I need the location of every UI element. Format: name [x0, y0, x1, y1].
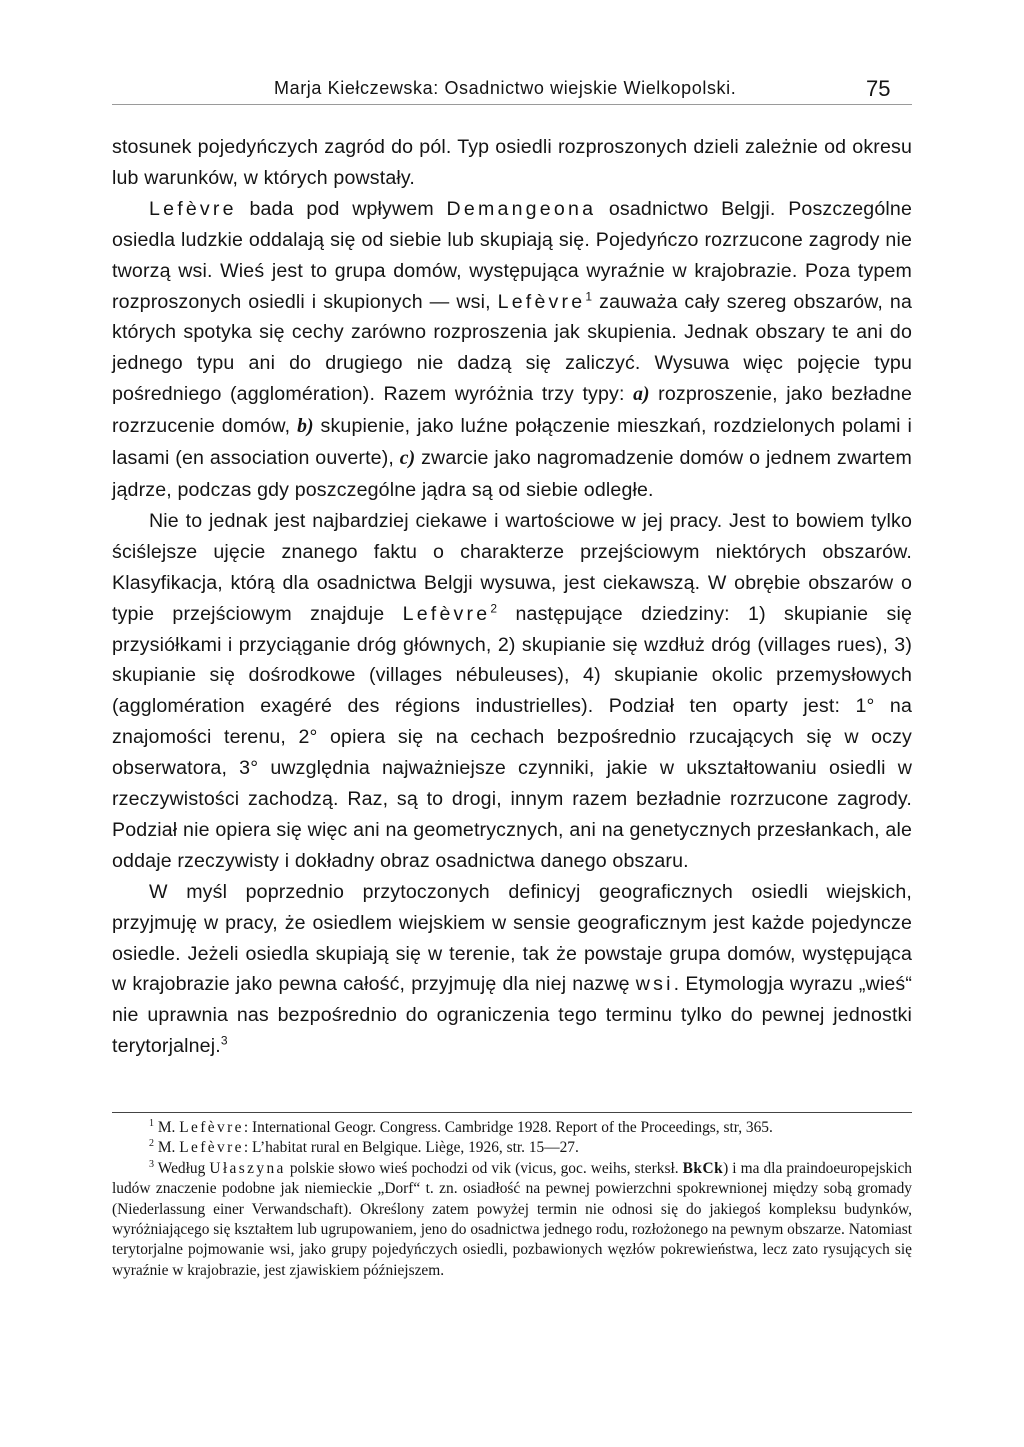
- paragraph-3-text: Nie to jednak jest najbardziej ciekawe i wartościowe w jej pracy. Jest to bowiem tylko ściślejsze ujęcie znanego faktu o charakterze przejściowym niektórych obszarów. Klasyfikacja, którą dla osadnictwa Belgji wysuwa, jest ciekawszą. W obrębie obszarów o typie przejściowym znajduje: [112, 509, 912, 625]
- running-title: Marja Kiełczewska: Osadnictwo wiejskie Wielkopolski.: [274, 78, 737, 98]
- footnote-text: : L’habitat rural en Belgique. Liège, 1926, str. 15—27.: [243, 1139, 579, 1157]
- paragraph-2-text: zwarcie jako nagromadzenie domów o jednem zwartem jądrze, podczas gdy poszczególne jądra są od siebie odległe.: [112, 447, 912, 501]
- footnote-ref-3: 3: [220, 1033, 228, 1048]
- footnote-number: 2: [149, 1138, 154, 1150]
- paragraph-2-text: osadnictwo Belgji. Poszczególne osiedla ludzkie oddalają się od siebie lub skupiają się. Pojedyńczo rozrzucone zagrody nie tworzą wsi. Wieś jest to grupa domów, występująca wyraźnie w krajobrazie. Poza typem rozproszonych osiedli i skupionych — wsi,: [112, 197, 913, 313]
- list-label-c: c): [399, 448, 416, 470]
- main-text: [112, 132, 912, 1062]
- footnote-rule: [112, 1112, 912, 1113]
- list-label-a: a): [633, 384, 650, 406]
- footnote-ref-1: 1: [585, 289, 593, 303]
- author-name-lefevre: Lefèvre: [179, 1139, 244, 1157]
- footnotes: [112, 1118, 912, 1281]
- footnote-ref-2: 2: [490, 601, 498, 616]
- paragraph-1: [112, 132, 912, 194]
- footnote-text: ) i ma dla praindoeuropejskich ludów znaczenie podobne jak niemieckie „Dorf“ t. zn. osiadłość na pewnej powierzchni spokrewnionej między sobą gromady (Niederlassung einer Verwandschaft). Określony zatem powyżej termin nie odnosi się do jakiegoś kompleksu budynków, wyróżniającego się kształtem lub ugrupowaniem, jeno do osadnictwa jednego rodu, rozłożonego na pewnym obszarze. Natomiast terytorjalne pojmowanie wsi, jako grupy pojedyńczych osiedli, pozbawionych węzłów pokrewieństwa, lecz zato rysujących się wyraźnie w krajobrazie, jest zjawiskiem późniejszem.: [112, 1159, 912, 1279]
- footnote-number: 1: [149, 1117, 154, 1129]
- paragraph-2-text: bada pod wpływem: [236, 197, 447, 220]
- author-name-lefevre: Lefèvre: [149, 197, 237, 220]
- footnote-text: M.: [154, 1119, 180, 1136]
- paragraph-1-text: stosunek pojedyńczych zagród do pól. Typ osiedli rozproszonych dzieli zależnie od okresu lub warunków, w których powstały.: [112, 136, 912, 189]
- author-name-lefevre: Lefèvre: [402, 602, 491, 625]
- header-rule: [112, 104, 912, 105]
- footnote-3: [112, 1159, 912, 1281]
- footnote-2: [112, 1138, 912, 1158]
- paragraph-2-text: zauważa cały szereg obszarów, na których spotyka się cechy zarówno rozproszenia jak skupienia. Jednak obszary te ani do jednego typu ani do drugiego nie dadzą się zaliczyć. Wysuwa więc pojęcie typu pośredniego (agglomération). Razem wyróżnia trzy typy:: [112, 290, 912, 406]
- paragraph-2-text: rozproszenie, jako bezładne rozrzucenie domów,: [112, 383, 912, 438]
- footnote-1: [112, 1118, 912, 1138]
- paragraph-4: [112, 877, 912, 1062]
- author-name-demangeon: Demangeona: [446, 197, 597, 220]
- footnote-text: : International Geogr. Congress. Cambridge 1928. Report of the Proceedings, str, 365.: [243, 1119, 773, 1136]
- author-name-lefevre: Lefèvre: [497, 290, 586, 313]
- paragraph-3-text: następujące dziedziny: 1) skupianie się przysiółkami i przyciąganie dróg głównych, 2) skupianie się wzdłuż dróg (villages rues), 3) skupianie się dośrodkowe (villages nébuleuses), 4) skupianie okolic przemysłowych (agglomération exagéré des régions industrielles). Podział ten oparty jest: 1° na znajomości terenu, 2° opiera się na cechach bezpośrednio rzucających się w oczy obserwatora, 3° uwzględnia najważniejsze czynniki, jakie w ukształtowaniu osiedli w rzeczywistości zachodzą. Raz, są to drogi, innym razem bezładnie rozrzucone zagrody. Podział nie opiera się więc ani na geometrycznych, ani na genetycznych przesłankach, ale oddaje rzeczywisty i dokładny obraz osadnictwa danego obszaru.: [112, 602, 912, 872]
- paragraph-2: [112, 194, 912, 506]
- paragraph-3: [112, 506, 912, 877]
- footnote-text: Według: [154, 1159, 210, 1177]
- author-name-lefevre: Lefèvre: [179, 1119, 244, 1136]
- old-church-slavonic-word: BkCk: [682, 1159, 724, 1177]
- footnote-number: 3: [149, 1158, 154, 1170]
- author-name-ulaszyn: Ułaszyna: [209, 1159, 286, 1177]
- list-label-b: b): [297, 416, 314, 438]
- paragraph-2-text: skupienie, jako luźne połączenie mieszkań, rozdzielonych polami i lasami (en association ouverte),: [112, 415, 912, 470]
- paragraph-4-text: . Etymologja wyrazu „wieś“ nie uprawnia nas bezpośrednio do ograniczenia tego terminu tylko do pewnej jednostki terytorjalnej.: [112, 973, 912, 1058]
- footnote-text: polskie słowo wieś pochodzi od vik (vicus, goc. weihs, sterksł.: [285, 1159, 683, 1177]
- paragraph-4-text: W myśl poprzednio przytoczonych definicyj geograficznych osiedli wiejskich, przyjmuję w pracy, że osiedlem wiejskiem w sensie geograficznym jest każde pojedyncze osiedle. Jeżeli osiedla skupiają się w terenie, tak że powstaje grupa domów, występująca w krajobrazie jako pewna całość, przyjmuję dla niej nazwę: [112, 880, 912, 996]
- emphasis-wsi: wsi: [635, 973, 674, 996]
- footnote-text: M.: [154, 1139, 180, 1157]
- page-number: 75: [866, 76, 891, 101]
